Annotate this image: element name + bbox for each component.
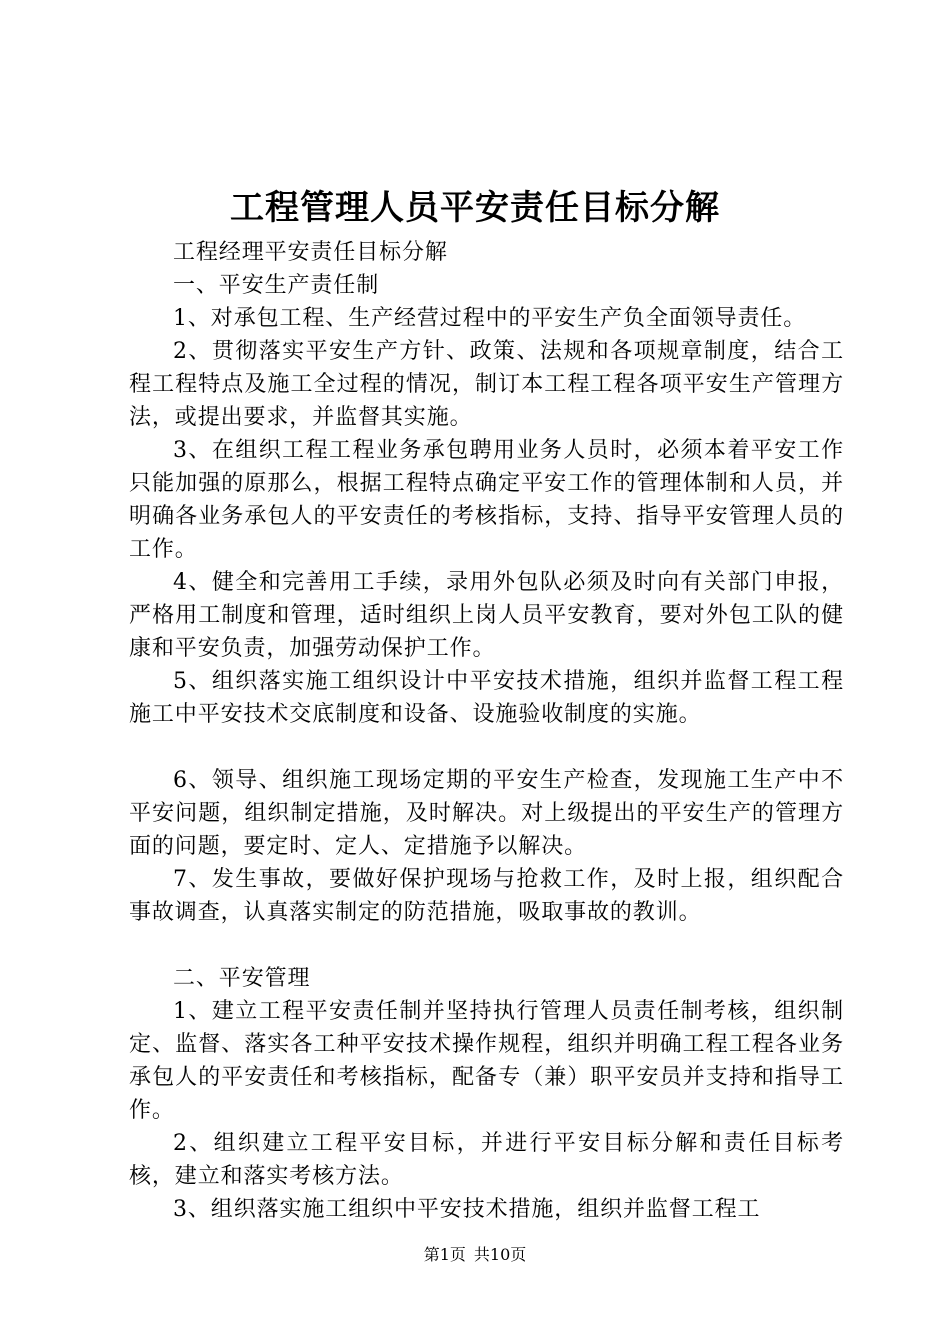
paragraph: 4、健全和完善用工手续，录用外包队必须及时向有关部门申报，严格用工制度和管理，适时组织上岗人员平安教育，要对外包工队的健康和平安负责，加强劳动保护工作。	[129, 570, 844, 661]
paragraph: 1、建立工程平安责任制并坚持执行管理人员责任制考核，组织制定、监督、落实各工种平安技术操作规程，组织并明确工程工程各业务承包人的平安责任和考核指标，配备专（兼）职平安员并支持和指导工作。	[129, 999, 844, 1123]
document-title: 工程管理人员平安责任目标分解	[230, 188, 720, 228]
page-total: 共10页	[473, 1245, 527, 1264]
document-body	[129, 236, 844, 1226]
paragraph: 6、领导、组织施工现场定期的平安生产检查，发现施工生产中不平安问题，组织制定措施，及时解决。对上级提出的平安生产的管理方面的问题，要定时、定人、定措施予以解决。	[129, 768, 844, 859]
section-heading: 工程经理平安责任目标分解	[173, 240, 448, 265]
paragraph: 1、对承包工程、生产经营过程中的平安生产负全面领导责任。	[173, 306, 807, 331]
page-number: 第1页	[423, 1245, 466, 1264]
paragraph: 3、组织落实施工组织中平安技术措施，组织并监督工程工	[173, 1197, 761, 1222]
paragraph: 2、组织建立工程平安目标，并进行平安目标分解和责任目标考核，建立和落实考核方法。	[129, 1131, 844, 1189]
subsection-heading: 二、平安管理	[173, 966, 311, 991]
paragraph: 7、发生事故，要做好保护现场与抢救工作，及时上报，组织配合事故调查，认真落实制定的防范措施，吸取事故的教训。	[129, 867, 844, 925]
page-footer	[0, 1244, 950, 1266]
paragraph: 3、在组织工程工程业务承包聘用业务人员时，必须本着平安工作只能加强的原那么，根据工程特点确定平安工作的管理体制和人员，并明确各业务承包人的平安责任的考核指标，支持、指导平安管理人员的工作。	[129, 438, 844, 562]
paragraph: 5、组织落实施工组织设计中平安技术措施，组织并监督工程工程施工中平安技术交底制度和设备、设施验收制度的实施。	[129, 669, 844, 727]
subsection-heading: 一、平安生产责任制	[173, 273, 380, 298]
paragraph: 2、贯彻落实平安生产方针、政策、法规和各项规章制度，结合工程工程特点及施工全过程的情况，制订本工程工程各项平安生产管理方法，或提出要求，并监督其实施。	[129, 339, 844, 430]
